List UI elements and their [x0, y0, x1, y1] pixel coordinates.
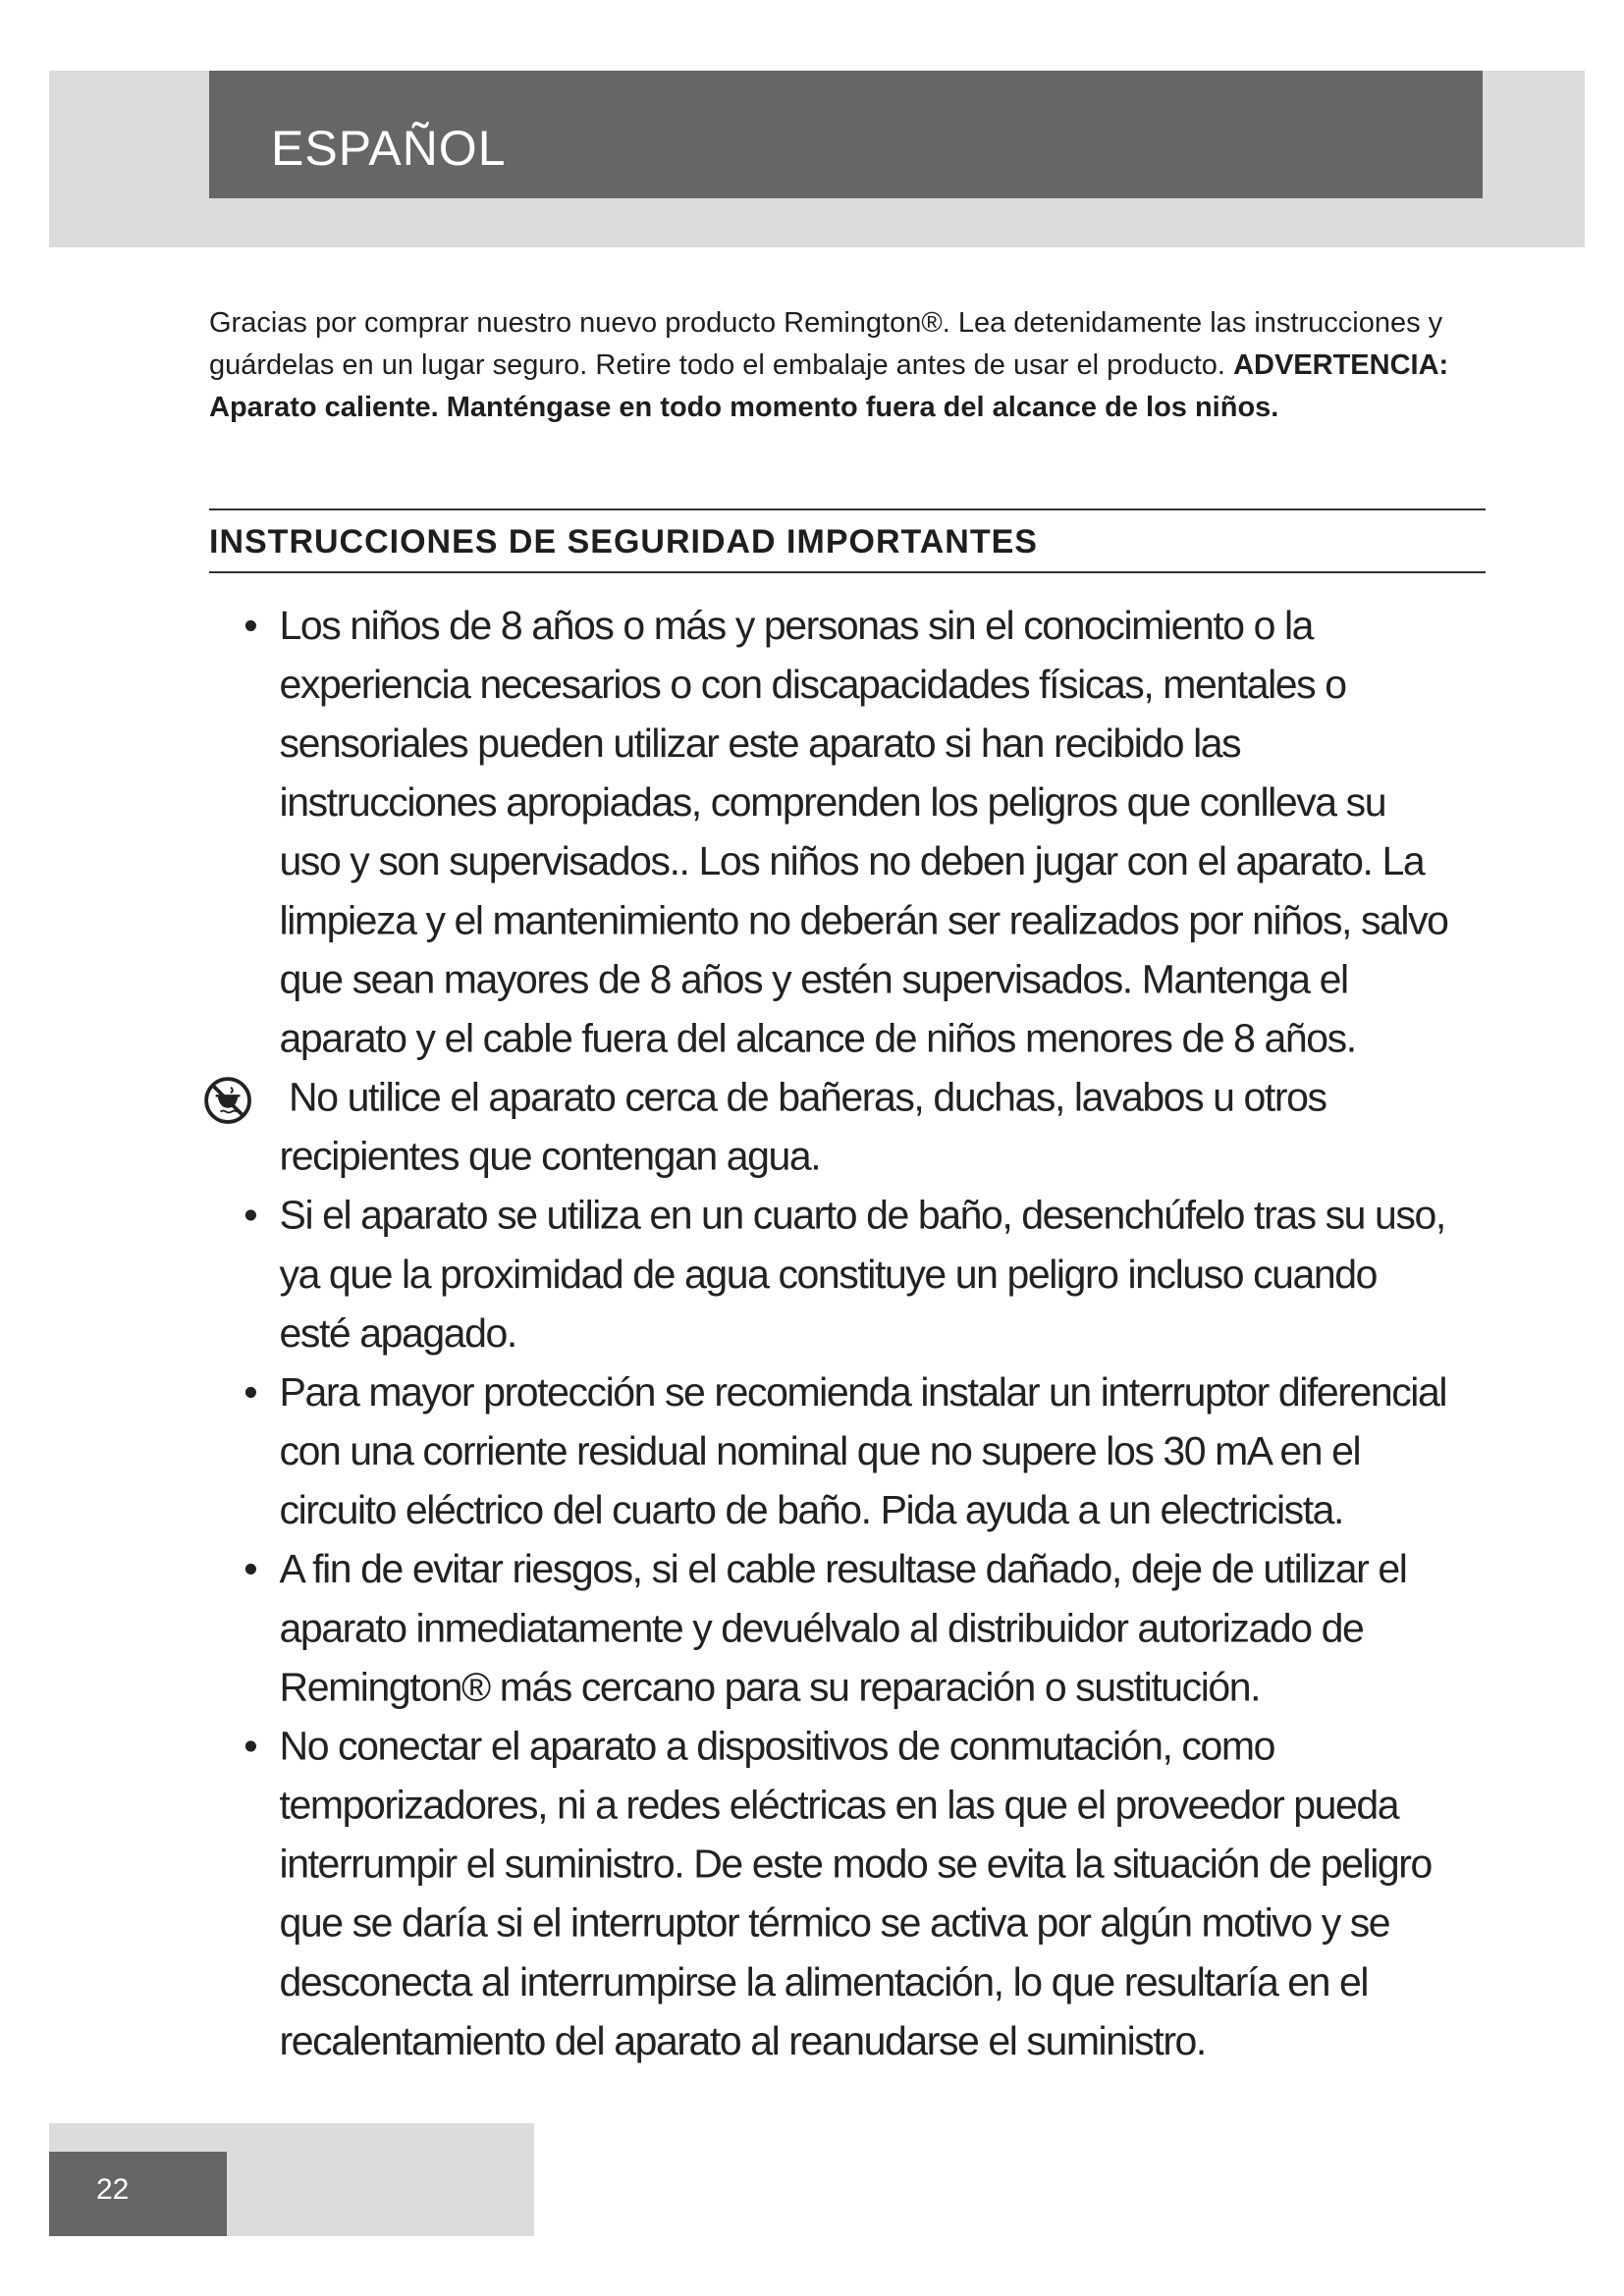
list-item	[209, 597, 1454, 1069]
bullet: •	[244, 1546, 257, 1592]
list-item	[209, 1187, 1454, 1363]
bullet: •	[244, 1369, 257, 1415]
section-title: INSTRUCCIONES DE SEGURIDAD IMPORTANTES	[209, 523, 1038, 561]
bullet: •	[244, 1193, 257, 1239]
intro-warning: ADVERTENCIA: Aparato caliente. Manténgase en todo momento fuera del alcance de los niños.	[209, 349, 1449, 423]
list-item-text: Si el aparato se utiliza en un cuarto de baño, desenchúfelo tras su uso, ya que la proximidad de agua constituye un peligro incluso cuando esté apagado.	[279, 1193, 1445, 1357]
intro-text: Gracias por comprar nuestro nuevo producto Remington®. Lea detenidamente las instrucciones y guárdelas en un lugar seguro. Retire todo el embalaje antes de usar el producto.	[209, 307, 1443, 381]
intro-paragraph	[209, 302, 1486, 429]
list-item-text: Para mayor protección se recomienda instalar un interruptor diferencial con una corriente residual nominal que no supere los 30 mA en el circuito eléctrico del cuarto de baño. Pida ayuda a un electricista.	[279, 1369, 1447, 1533]
page-number: 22	[96, 2173, 130, 2206]
page-number-box	[49, 2152, 227, 2236]
section-rule-bottom	[209, 571, 1486, 573]
safety-instructions-list	[209, 597, 1454, 2071]
no-water-icon	[203, 1076, 252, 1125]
list-item-text: No conectar el aparato a dispositivos de conmutación, como temporizadores, ni a redes eléctricas en las que el proveedor pueda interrumpir el suministro. De este modo se evita la situación de peligro que se daría si el interruptor térmico se activa por algún motivo y se desconecta al interrumpirse la alimentación, lo que resultaría en el recalentamiento del aparato al reanudarse el suministro.	[279, 1724, 1432, 2064]
header-bar	[209, 71, 1483, 198]
list-item	[209, 1069, 1454, 1187]
bullet: •	[244, 603, 257, 649]
list-item-text: Los niños de 8 años o más y personas sin el conocimiento o la experiencia necesarios o con discapacidades físicas, mentales o sensoriales pueden utilizar este aparato si han recibido las instrucciones apropiadas, comprenden los peligros que conlleva su uso y son supervisados.. Los niños no deben jugar con el aparato. La limpieza y el mantenimiento no deberán ser realizados por niños, salvo que sean mayores de 8 años y estén supervisados. Mantenga el aparato y el cable fuera del alcance de niños menores de 8 años.	[279, 603, 1448, 1062]
section-rule-top	[209, 508, 1486, 510]
bullet: •	[244, 1724, 257, 1769]
page-title: ESPAÑOL	[271, 121, 507, 176]
list-item	[209, 1718, 1454, 2071]
list-item-text: A fin de evitar riesgos, si el cable resultase dañado, deje de utilizar el aparato inmediatamente y devuélvalo al distribuidor autorizado de Remington® más cercano para su reparación o sustitución.	[279, 1546, 1407, 1710]
list-item	[209, 1540, 1454, 1717]
list-item-text: No utilice el aparato cerca de bañeras, duchas, lavabos u otros recipientes que contengan agua.	[279, 1075, 1326, 1180]
list-item	[209, 1363, 1454, 1540]
